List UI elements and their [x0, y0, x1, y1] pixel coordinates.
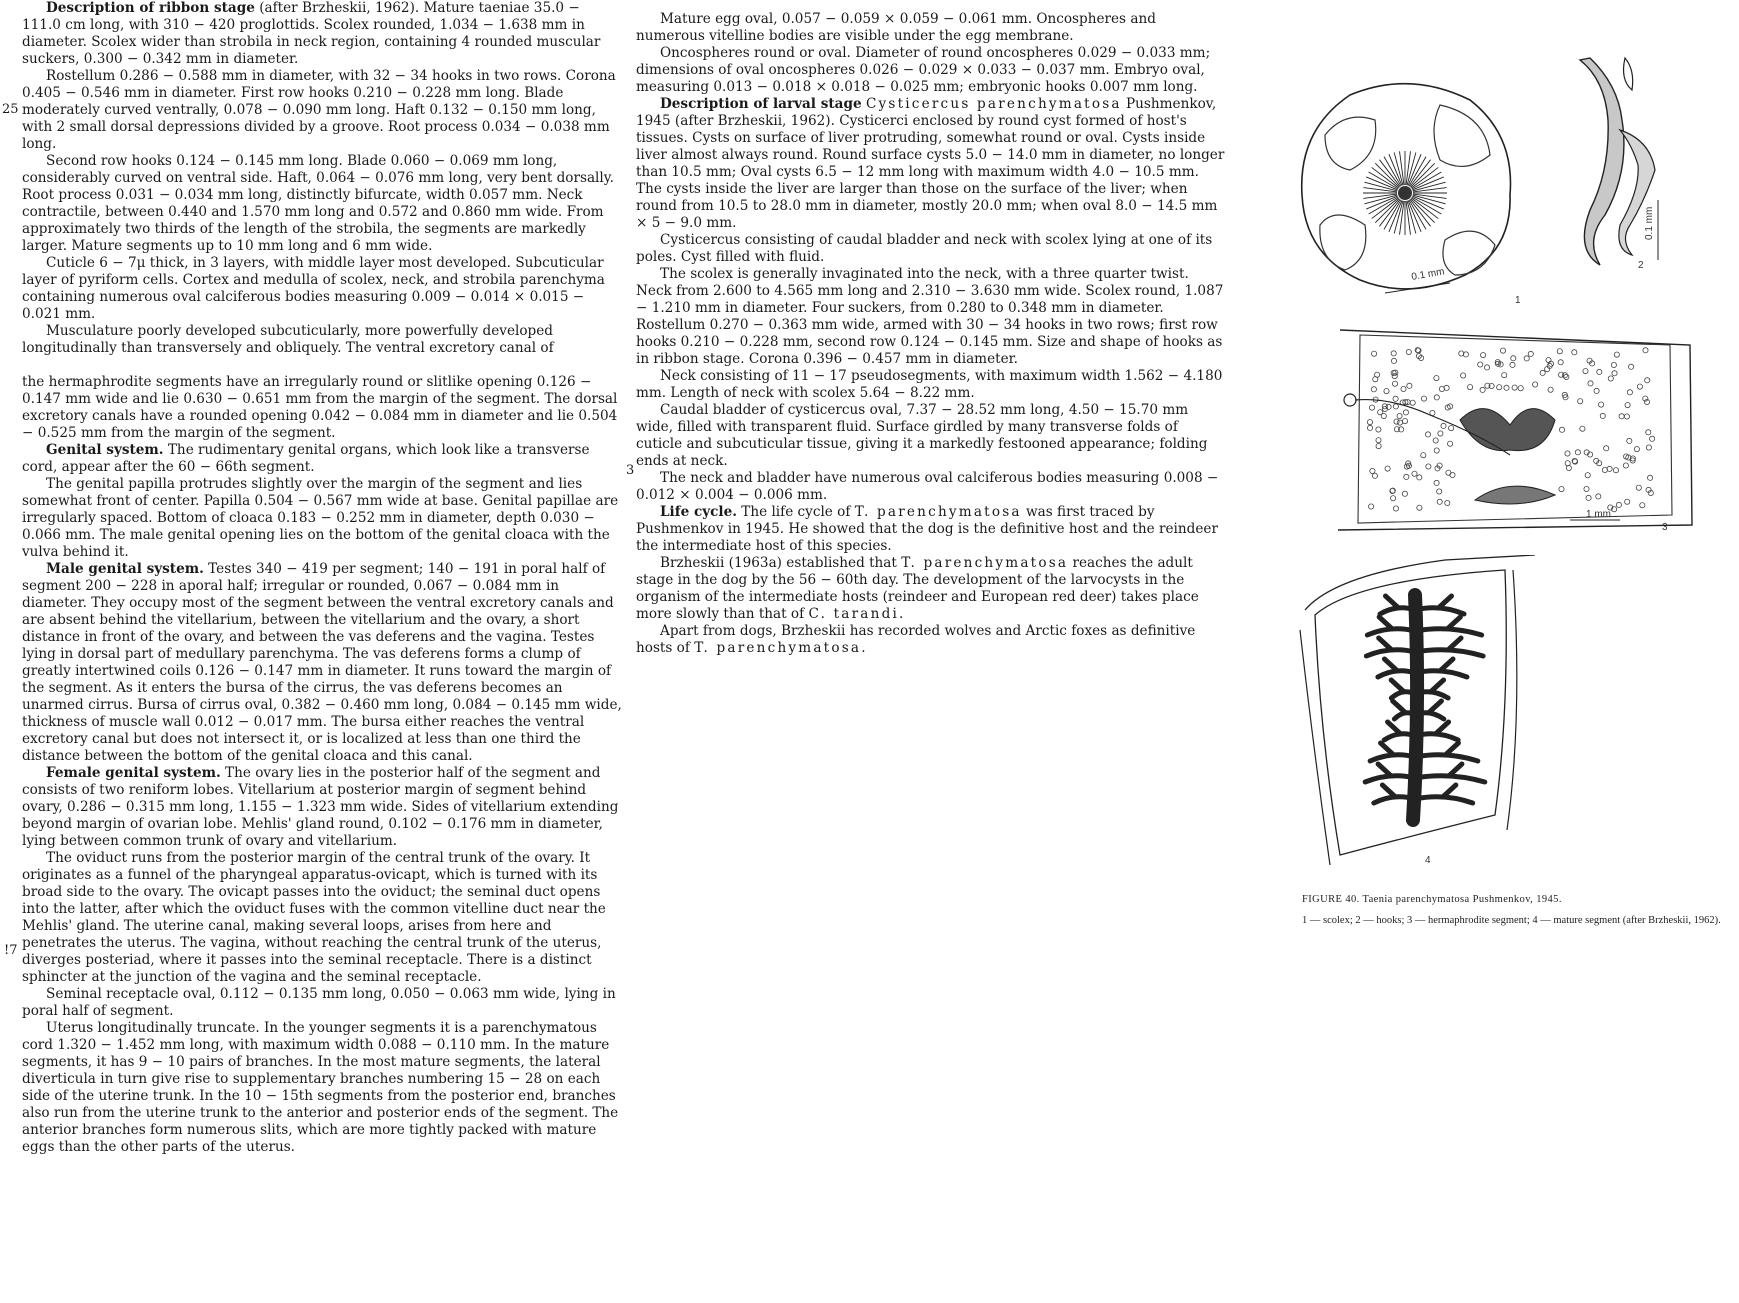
heading-female-genital: Female genital system.: [46, 765, 221, 781]
paragraph-musculature: Musculature poorly developed subcuticularly, more powerfully developed longitudinally than transversely and obliquely. The ventral excretory canal of: [22, 323, 554, 356]
figure-scolex: [1290, 75, 1530, 305]
heading-ribbon-stage: Description of ribbon stage: [46, 0, 255, 16]
figure-mature-segment: [1295, 555, 1555, 870]
heading-larval-stage: Description of larval stage: [660, 96, 862, 112]
figure-caption: [1302, 892, 1722, 928]
species-name: Cysticercus parenchymatosa: [865, 96, 1122, 112]
margin-number-25: 25: [2, 102, 19, 117]
caption-body: 1 — scolex; 2 — hooks; 3 — hermaphrodite segment; 4 — mature segment (after Brzheskii, 1962).: [1302, 915, 1721, 926]
paragraph-rostellum: Rostellum 0.286 − 0.588 mm in diameter, with 32 − 34 hooks in two rows. Corona 0.405 − 0.546 mm in diameter. First row hooks 0.210 − 0.228 mm long. Blade moderately curved ventrally, 0.078 − 0.090 mm long. Haft 0.132 − 0.150 mm long, with 2 small dorsal depressions divided by a groove. Root process 0.034 − 0.038 mm long.: [22, 68, 616, 152]
paragraph-oviduct: The oviduct runs from the posterior margin of the central trunk of the ovary. It originates as a funnel of the pharyngeal apparatus-ovicapt, which is turned with its broad side to the ovary. The ovicapt passes into the oviduct; the seminal duct opens into the latter, after which the oviduct fuses with the common vitelline duct near the Mehlis' gland. The uterine canal, making several loops, arises from here and penetrates the uterus. The vagina, without reaching the central trunk of the uterus, diverges posteriad, where it passes into the seminal receptacle. There is a distinct sphincter at the junction of the vagina and the seminal receptacle.: [22, 850, 606, 985]
paragraph-mature-egg: Mature egg oval, 0.057 − 0.059 × 0.059 − 0.061 mm. Oncospheres and numerous vitelline bodies are visible under the egg membrane.: [636, 11, 1156, 44]
paragraph-excretory-canals: the hermaphrodite segments have an irregularly round or slitlike opening 0.126 − 0.147 mm wide and lie 0.630 − 0.651 mm from the margin of the segment. The dorsal excretory canals have a rounded opening 0.042 − 0.084 mm in diameter and lie 0.504 − 0.525 mm from the margin of the segment.: [22, 374, 618, 441]
paragraph-life-cycle: Life cycle. The life cycle of T. parenchymatosa was first traced by Pushmenkov in 1945. He showed that the dog is the definitive host and the reindeer the intermediate host of this species.: [636, 504, 1218, 554]
scale-label-3: 1 mm: [1586, 509, 1611, 520]
heading-life-cycle: Life cycle.: [660, 504, 737, 520]
figure-label-2: 2: [1638, 260, 1644, 271]
caption-title: FIGURE 40. Taenia parenchymatosa Pushmenkov, 1945.: [1302, 894, 1562, 905]
figure-hermaphrodite-segment: [1330, 325, 1700, 540]
paragraph-male-genital: Male genital system. Testes 340 − 419 per segment; 140 − 191 in poral half of segment 200 − 228 in aporal half; irregular or rounded, 0.067 − 0.084 mm in diameter. They occupy most of the segment between the ventral excretory canals and are absent behind the vitellarium, between the vitellarium and the ovary, a short distance in front of the ovary, and between the vas deferens and the vagina. Testes lying in dorsal part of medullary parenchyma. The vas deferens forms a clump of greatly intertwined coils 0.126 − 0.147 mm in diameter. It runs toward the margin of the segment. As it enters the bursa of the cirrus, the vas deferens becomes an unarmed cirrus. Bursa of cirrus oval, 0.382 − 0.460 mm long, 0.084 − 0.145 mm wide, thickness of muscle wall 0.012 − 0.017 mm. The bursa either reaches the ventral excretory canal but does not intersect it, or is localized at less than one third the distance between the bottom of the genital cloaca and this canal.: [22, 561, 622, 764]
paragraph-scolex: The scolex is generally invaginated into the neck, with a three quarter twist. Neck from 2.600 to 4.565 mm long and 2.310 − 3.630 mm wide. Scolex round, 1.087 − 1.210 mm in diameter. Four suckers, from 0.280 to 0.348 mm in diameter. Rostellum 0.270 − 0.363 mm wide, armed with 30 − 34 hooks in two rows; first row hooks 0.210 − 0.228 mm, second row 0.124 − 0.145 mm. Size and shape of hooks as in ribbon stage. Corona 0.396 − 0.457 mm in diameter.: [636, 266, 1224, 367]
heading-genital-system: Genital system.: [46, 442, 164, 458]
paragraph-seminal-receptacle: Seminal receptacle oval, 0.112 − 0.135 mm long, 0.050 − 0.063 mm wide, lying in poral half of segment.: [22, 986, 616, 1019]
paragraph-oncospheres: Oncospheres round or oval. Diameter of round oncospheres 0.029 − 0.033 mm; dimensions of oval oncospheres 0.026 − 0.029 × 0.033 − 0.037 mm. Embryo oval, measuring 0.013 − 0.018 × 0.018 − 0.025 mm; embryonic hooks 0.007 mm long.: [636, 45, 1211, 95]
figure-hooks: [1560, 50, 1680, 280]
paragraph-brzheskii: Brzheskii (1963a) established that T. parenchymatosa reaches the adult stage in the dog by the 56 − 60th day. The development of the larvocysts in the organism of the intermediate hosts (reindeer and European red deer) takes place more slowly than that of C. tarandi.: [636, 555, 1199, 622]
species-name: T. parenchymatosa: [694, 640, 862, 656]
figure-label-1: 1: [1515, 295, 1521, 305]
paragraph-female-genital: Female genital system. The ovary lies in the posterior half of the segment and consists of two reniform lobes. Vitellarium at posterior margin of segment behind ovary, 0.286 − 0.315 mm long, 1.155 − 1.323 mm wide. Sides of vitellarium extending beyond margin of ovarian lobe. Mehlis' gland round, 0.102 − 0.176 mm in diameter, lying between common trunk of ovary and vitellarium.: [22, 765, 619, 849]
paragraph-hosts: Apart from dogs, Brzheskii has recorded wolves and Arctic foxes as definitive hosts of T. parenchymatosa.: [636, 623, 1196, 656]
margin-number-27: !7: [4, 943, 18, 958]
paragraph-neck: Neck consisting of 11 − 17 pseudosegments, with maximum width 1.562 − 4.180 mm. Length of neck with scolex 5.64 − 8.22 mm.: [636, 368, 1223, 401]
paragraph-cuticle: Cuticle 6 − 7μ thick, in 3 layers, with middle layer most developed. Subcuticular layer of pyriform cells. Cortex and medulla of scolex, neck, and strobila parenchyma containing numerous oval calciferous bodies measuring 0.009 − 0.014 × 0.015 − 0.021 mm.: [22, 255, 605, 322]
paragraph-second-row-hooks: Second row hooks 0.124 − 0.145 mm long. Blade 0.060 − 0.069 mm long, considerably curved on ventral side. Haft, 0.064 − 0.076 mm long, very bent dorsally. Root process 0.031 − 0.034 mm long, distinctly bifurcate, width 0.057 mm. Neck contractile, between 0.440 and 1.570 mm long and 0.572 and 0.860 mm wide. From approximately two thirds of the length of the strobila, the segments are markedly larger. Mature segments up to 10 mm long and 6 mm wide.: [22, 153, 614, 254]
heading-male-genital: Male genital system.: [46, 561, 204, 577]
species-name: C. tarandi: [808, 606, 900, 622]
left-text-column: [22, 0, 622, 1156]
scale-label-1: 0.1 mm: [1410, 266, 1446, 283]
figure-label-4: 4: [1425, 855, 1431, 866]
species-name: T. parenchymatosa: [854, 504, 1022, 520]
paragraph-caudal-bladder: Caudal bladder of cysticercus oval, 7.37 − 28.52 mm long, 4.50 − 15.70 mm wide, filled with transparent fluid. Surface girdled by many transverse folds of cuticle and subcuticular tissue, giving it a markedly festooned appearance; folding ends at neck.: [636, 402, 1208, 469]
middle-text-column: [636, 11, 1226, 657]
species-name: T. parenchymatosa: [901, 555, 1069, 571]
paragraph-genital-papilla: The genital papilla protrudes slightly over the margin of the segment and lies somewhat front of center. Papilla 0.504 − 0.567 mm wide at base. Genital papillae are irregularly spaced. Bottom of cloaca 0.183 − 0.252 mm in diameter, depth 0.030 − 0.066 mm. The male genital opening lies on the bottom of the genital cloaca with the vulva behind it.: [22, 476, 619, 560]
margin-number-3: 3: [626, 463, 635, 478]
scale-label-2: 0.1 mm: [1644, 206, 1655, 240]
paragraph-genital-system: Genital system. The rudimentary genital organs, which look like a transverse cord, appear after the 60 − 66th segment.: [22, 442, 590, 475]
paragraph-larval-stage: Description of larval stage Cysticercus parenchymatosa Pushmenkov, 1945 (after Brzheskii, 1962). Cysticerci enclosed by round cyst formed of host's tissues. Cysts on surface of liver protruding, somewhat round or oval. Cysts inside liver almost always round. Round surface cysts 5.0 − 14.0 mm in diameter, no longer than 10.5 mm; Oval cysts 6.5 − 12 mm long with maximum width 4.0 − 10.5 mm. The cysts inside the liver are larger than those on the surface of the liver; when round from 10.5 to 28.0 mm in diameter, mostly 20.0 mm; when oval 8.0 − 14.5 mm × 5 − 9.0 mm.: [636, 96, 1225, 231]
paragraph-calciferous-bodies: The neck and bladder have numerous oval calciferous bodies measuring 0.008 − 0.012 × 0.004 − 0.006 mm.: [636, 470, 1219, 503]
paragraph-ribbon-stage: Description of ribbon stage (after Brzheskii, 1962). Mature taeniae 35.0 − 111.0 cm long, with 310 − 420 proglottids. Scolex rounded, 1.034 − 1.638 mm in diameter. Scolex wider than strobila in neck region, containing 4 rounded muscular suckers, 0.300 − 0.342 mm in diameter.: [22, 0, 601, 67]
figure-label-3: 3: [1662, 522, 1668, 533]
paragraph-uterus: Uterus longitudinally truncate. In the younger segments it is a parenchymatous cord 1.320 − 1.452 mm long, with maximum width 0.088 − 0.110 mm. In the mature segments, it has 9 − 10 pairs of branches. In the most mature segments, the lateral diverticula in turn give rise to supplementary branches numbering 15 − 28 on each side of the uterine trunk. In the 10 − 15th segments from the posterior end, branches also run from the uterine trunk to the anterior and posterior ends of the segment. The anterior branches form numerous slits, which are more tightly packed with mature eggs than the other parts of the uterus.: [22, 1020, 619, 1155]
paragraph-cysticercus: Cysticercus consisting of caudal bladder and neck with scolex lying at one of its poles. Cyst filled with fluid.: [636, 232, 1213, 265]
